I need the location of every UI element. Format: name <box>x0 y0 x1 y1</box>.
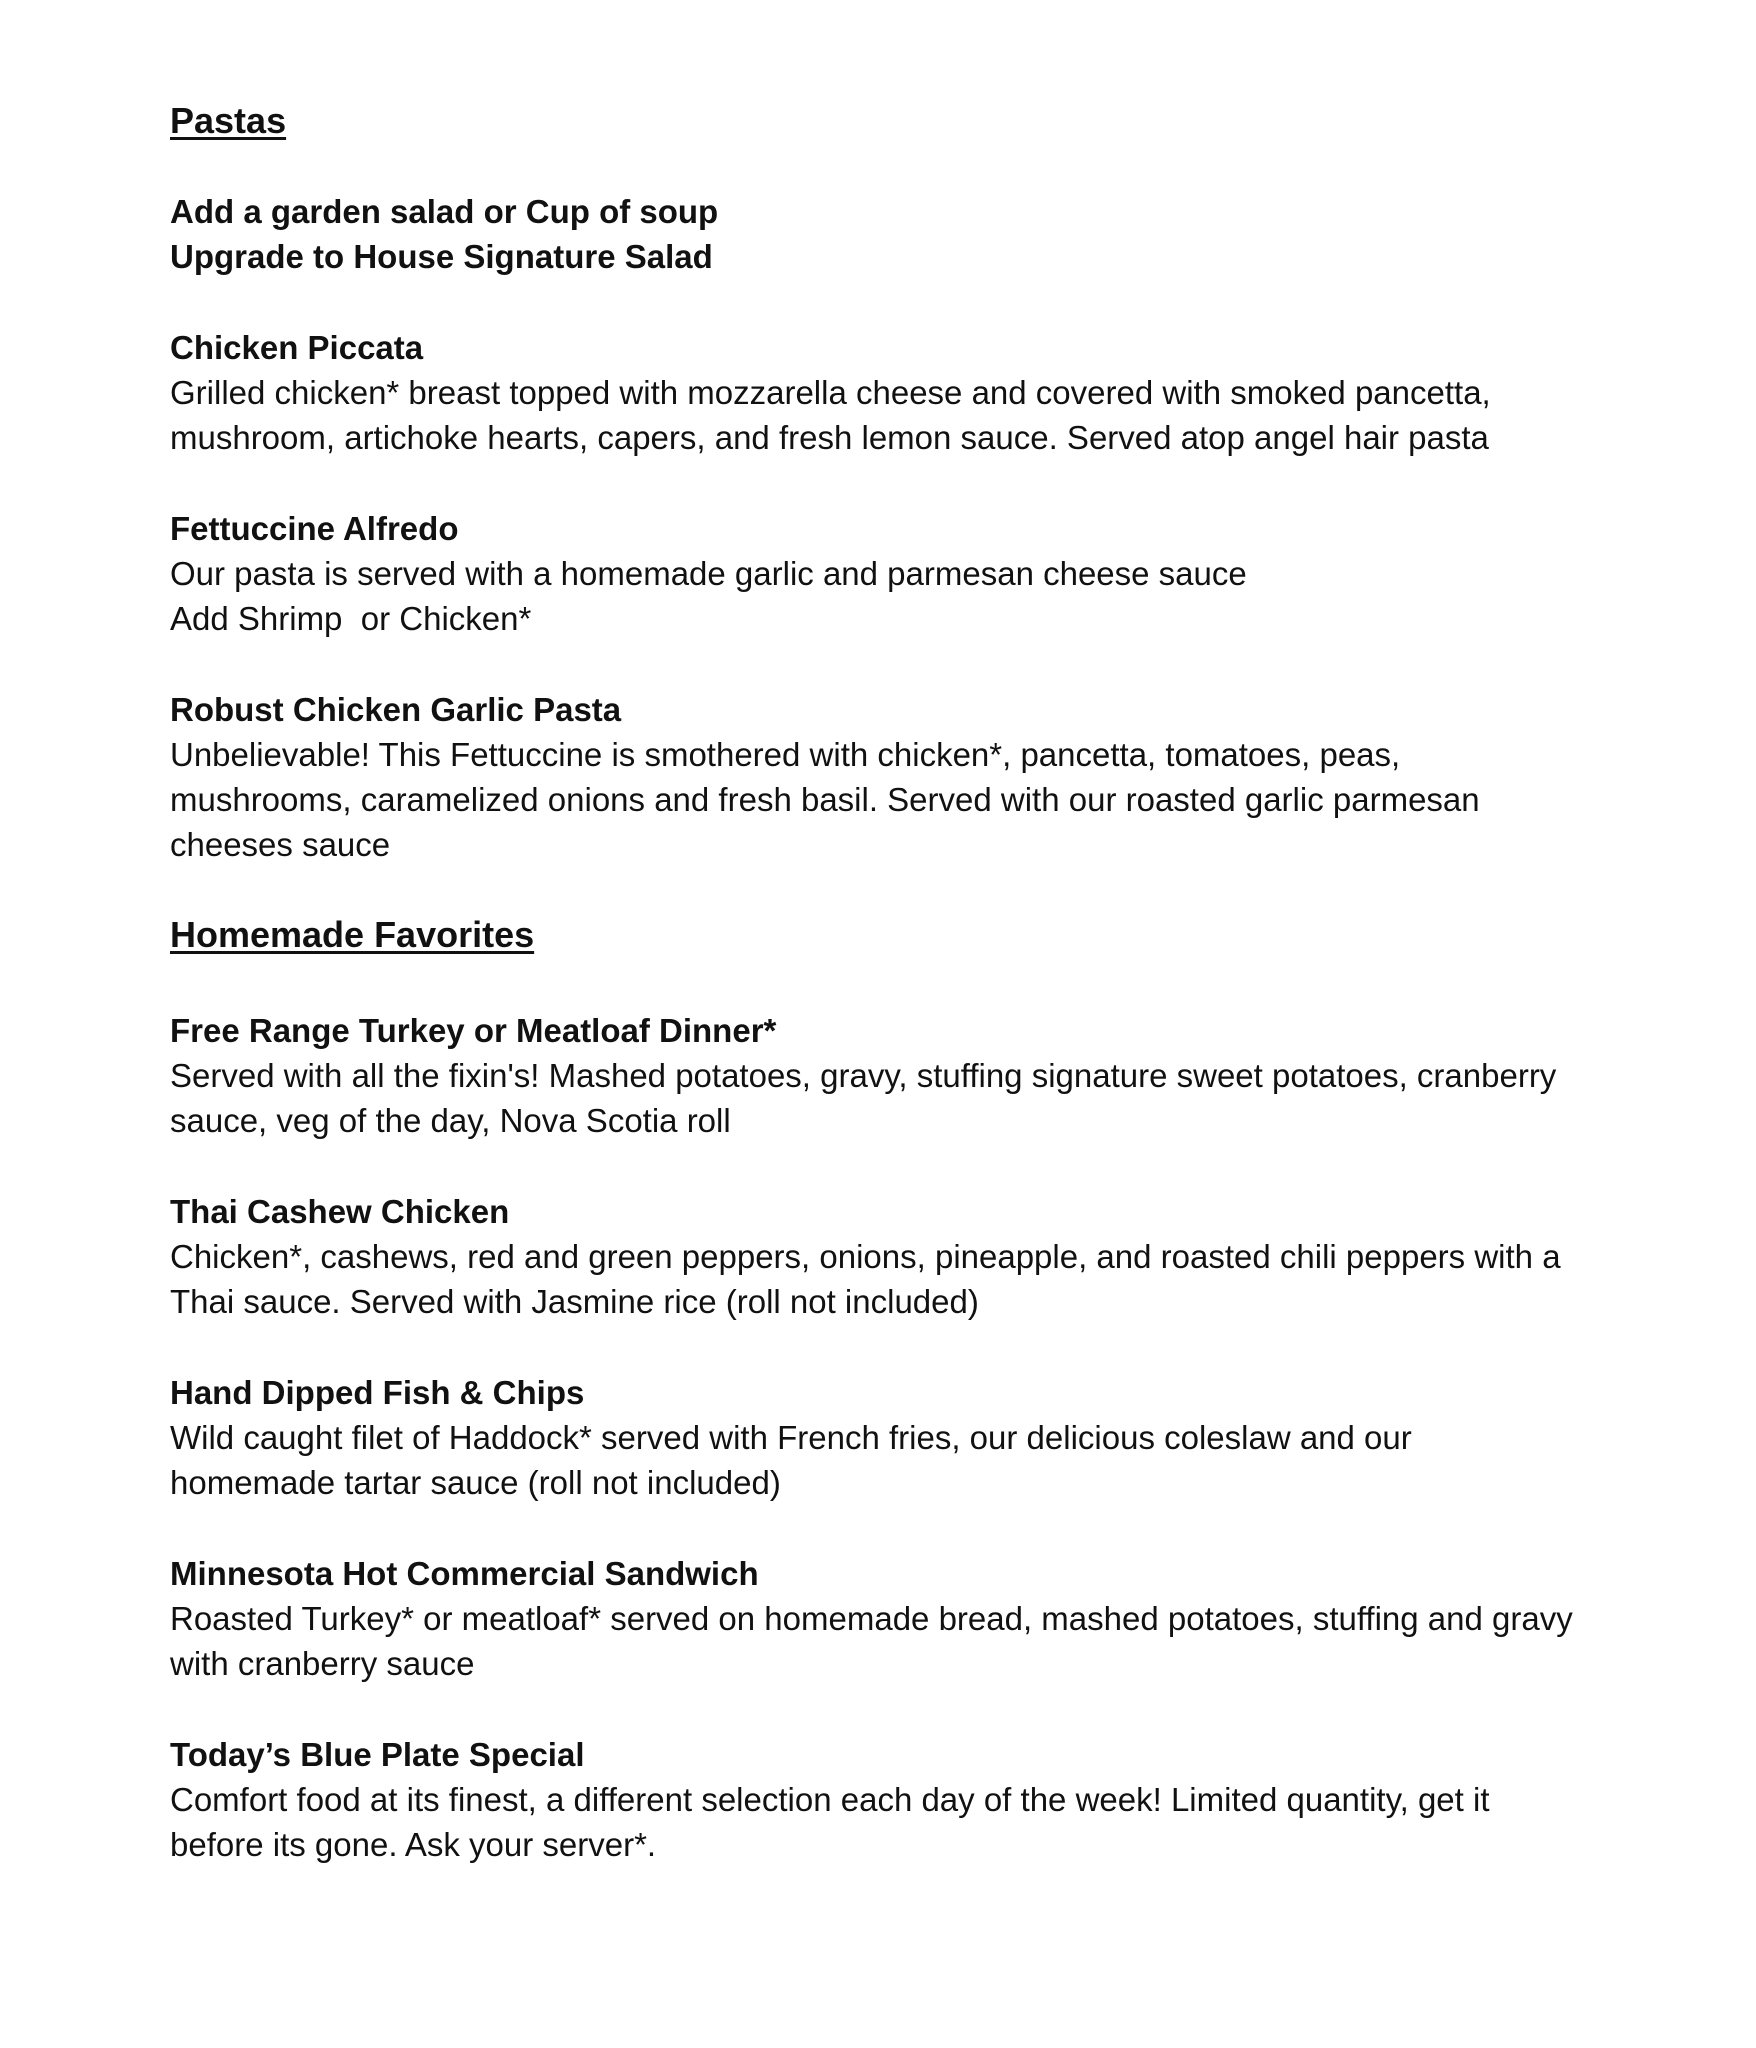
item-description-line: sauce, veg of the day, Nova Scotia roll <box>170 1102 731 1139</box>
upgrade-note: Upgrade to House Signature Salad <box>170 238 713 275</box>
menu-item-thai-cashew-chicken <box>170 1189 1650 1324</box>
pastas-section <box>170 98 1650 867</box>
item-name: Thai Cashew Chicken <box>170 1193 510 1230</box>
menu-item-fettuccine-alfredo <box>170 506 1650 641</box>
item-description-line: Thai sauce. Served with Jasmine rice (roll not included) <box>170 1283 979 1320</box>
menu-item-turkey-meatloaf-dinner <box>170 1008 1650 1143</box>
menu-item-chicken-piccata <box>170 325 1650 460</box>
item-description-line: before its gone. Ask your server*. <box>170 1826 657 1863</box>
item-name: Free Range Turkey or Meatloaf Dinner* <box>170 1012 777 1049</box>
menu-page <box>170 98 1650 1867</box>
item-description-line: Unbelievable! This Fettuccine is smothered with chicken*, pancetta, tomatoes, peas, <box>170 736 1401 773</box>
add-on-note: Add a garden salad or Cup of soup <box>170 193 719 230</box>
item-description-line: Roasted Turkey* or meatloaf* served on homemade bread, mashed potatoes, stuffing and gravy <box>170 1600 1573 1637</box>
menu-item-robust-chicken-garlic-pasta <box>170 687 1650 867</box>
item-description-line: Our pasta is served with a homemade garlic and parmesan cheese sauce <box>170 555 1247 592</box>
item-name: Robust Chicken Garlic Pasta <box>170 691 622 728</box>
item-name: Today’s Blue Plate Special <box>170 1736 585 1773</box>
item-description-line: Comfort food at its finest, a different selection each day of the week! Limited quantity, get it <box>170 1781 1490 1818</box>
menu-item-blue-plate-special <box>170 1732 1650 1867</box>
item-description-line: Grilled chicken* breast topped with mozzarella cheese and covered with smoked pancetta, <box>170 374 1491 411</box>
section-title-pastas: Pastas <box>170 100 287 141</box>
item-description-line: homemade tartar sauce (roll not included) <box>170 1464 781 1501</box>
item-description-line: mushrooms, caramelized onions and fresh basil. Served with our roasted garlic parmesan <box>170 781 1480 818</box>
item-description-line: Served with all the fixin's! Mashed potatoes, gravy, stuffing signature sweet potatoes, cranberry <box>170 1057 1557 1094</box>
menu-item-fish-and-chips <box>170 1370 1650 1505</box>
item-name: Hand Dipped Fish & Chips <box>170 1374 585 1411</box>
item-description-line: Chicken*, cashews, red and green peppers, onions, pineapple, and roasted chili peppers with a <box>170 1238 1561 1275</box>
item-name: Minnesota Hot Commercial Sandwich <box>170 1555 759 1592</box>
item-description-line: Wild caught filet of Haddock* served with French fries, our delicious coleslaw and our <box>170 1419 1412 1456</box>
item-name: Fettuccine Alfredo <box>170 510 459 547</box>
item-description-line: with cranberry sauce <box>170 1645 475 1682</box>
item-description-line: mushroom, artichoke hearts, capers, and fresh lemon sauce. Served atop angel hair pasta <box>170 419 1489 456</box>
item-description-line: Add Shrimp or Chicken* <box>170 600 532 637</box>
favorites-section <box>170 912 1650 1867</box>
section-title-homemade-favorites: Homemade Favorites <box>170 914 535 955</box>
item-description-line: cheeses sauce <box>170 826 391 863</box>
item-name: Chicken Piccata <box>170 329 424 366</box>
menu-item-hot-commercial-sandwich <box>170 1551 1650 1686</box>
